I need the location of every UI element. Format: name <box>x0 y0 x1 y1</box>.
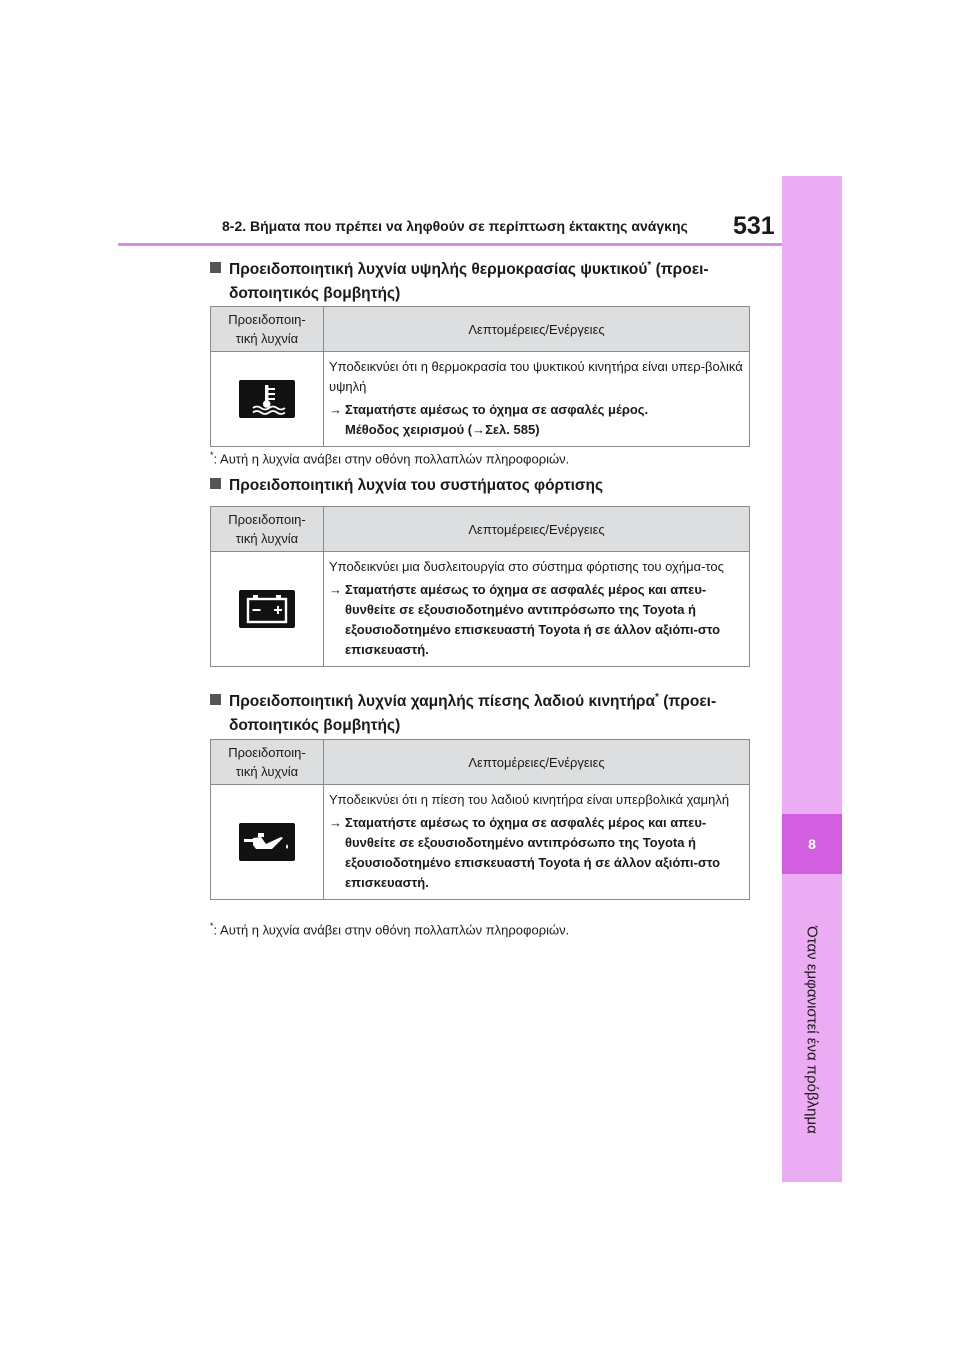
table-header-row <box>211 507 750 552</box>
table-header-row <box>211 740 750 785</box>
footnote: *: Αυτή η λυχνία ανάβει στην οθόνη πολλαπλών πληροφοριών. <box>210 921 570 938</box>
column-header-light: Προειδοποιη- τική λυχνία <box>211 740 324 785</box>
column-header-details: Λεπτομέρειες/Ενέργειες <box>324 740 750 785</box>
page-number: 531 <box>733 212 775 240</box>
footnote: *: Αυτή η λυχνία ανάβει στην οθόνη πολλαπλών πληροφοριών. <box>210 450 570 467</box>
warning-table-coolant <box>210 306 750 447</box>
square-bullet-icon <box>210 694 221 705</box>
column-header-details: Λεπτομέρειες/Ενέργειες <box>324 307 750 352</box>
page-reference-link[interactable]: Σελ. 585) <box>485 422 540 437</box>
oil-pressure-icon <box>239 823 295 861</box>
action-item: → Σταματήστε αμέσως το όχημα σε ασφαλές μέρος και απευ-θυνθείτε σε εξουσιοδοτημένο αντιπρόσωπο της Toyota ή εξουσιοδοτημένο επισκευαστή Toyota ή σε άλλον αξιόπι-στο επισκευαστή. <box>329 580 743 660</box>
battery-charging-icon <box>239 590 295 628</box>
action-item: → Σταματήστε αμέσως το όχημα σε ασφαλές μέρος και απευ-θυνθείτε σε εξουσιοδοτημένο αντιπρόσωπο της Toyota ή εξουσιοδοτημένο επισκευαστή Toyota ή σε άλλον αξιόπι-στο επισκευαστή. <box>329 813 743 893</box>
column-header-light: Προειδοποιη- τική λυχνία <box>211 507 324 552</box>
table-row <box>211 352 750 447</box>
description-text: Υποδεικνύει ότι η πίεση του λαδιού κινητήρα είναι υπερβολικά χαμηλή <box>329 792 730 807</box>
arrow-icon: → <box>329 402 342 417</box>
action-item: → Σταματήστε αμέσως το όχημα σε ασφαλές μέρος. Μέθοδος χειρισμού (→Σελ. 585) <box>329 400 743 440</box>
table-row <box>211 552 750 667</box>
chapter-title: Όταν εμφανιστεί ένα πρόβλημα <box>803 926 821 1134</box>
column-header-light: Προειδοποιη- τική λυχνία <box>211 307 324 352</box>
description-text: Υποδεικνύει ότι η θερμοκρασία του ψυκτικού κινητήρα είναι υπερ-βολικά υψηλή <box>329 359 743 394</box>
chapter-number: 8 <box>808 836 816 852</box>
column-header-details: Λεπτομέρειες/Ενέργειες <box>324 507 750 552</box>
warning-table-oil-pressure <box>210 739 750 900</box>
section-heading-oil-pressure: Προειδοποιητική λυχνία χαμηλής πίεσης λαδιού κινητήρα* (προει- δοποιητικός βομβητής) <box>210 686 770 738</box>
header-divider <box>118 243 782 246</box>
arrow-icon: → <box>329 815 342 830</box>
table-row <box>211 785 750 900</box>
section-heading-charging: Προειδοποιητική λυχνία του συστήματος φόρτισης <box>210 474 770 498</box>
arrow-icon: → <box>329 582 342 597</box>
warning-table-charging <box>210 506 750 667</box>
chapter-number-badge <box>782 814 842 874</box>
coolant-temperature-icon <box>239 380 295 418</box>
square-bullet-icon <box>210 262 221 273</box>
table-header-row <box>211 307 750 352</box>
description-text: Υποδεικνύει μια δυσλειτουργία στο σύστημα φόρτισης του οχήμα-τος <box>329 559 724 574</box>
square-bullet-icon <box>210 478 221 489</box>
section-heading-coolant: Προειδοποιητική λυχνία υψηλής θερμοκρασίας ψυκτικού* (προει- δοποιητικός βομβητής) <box>210 254 770 306</box>
section-header-title: 8-2. Βήματα που πρέπει να ληφθούν σε περίπτωση έκτακτης ανάγκης <box>222 218 688 234</box>
